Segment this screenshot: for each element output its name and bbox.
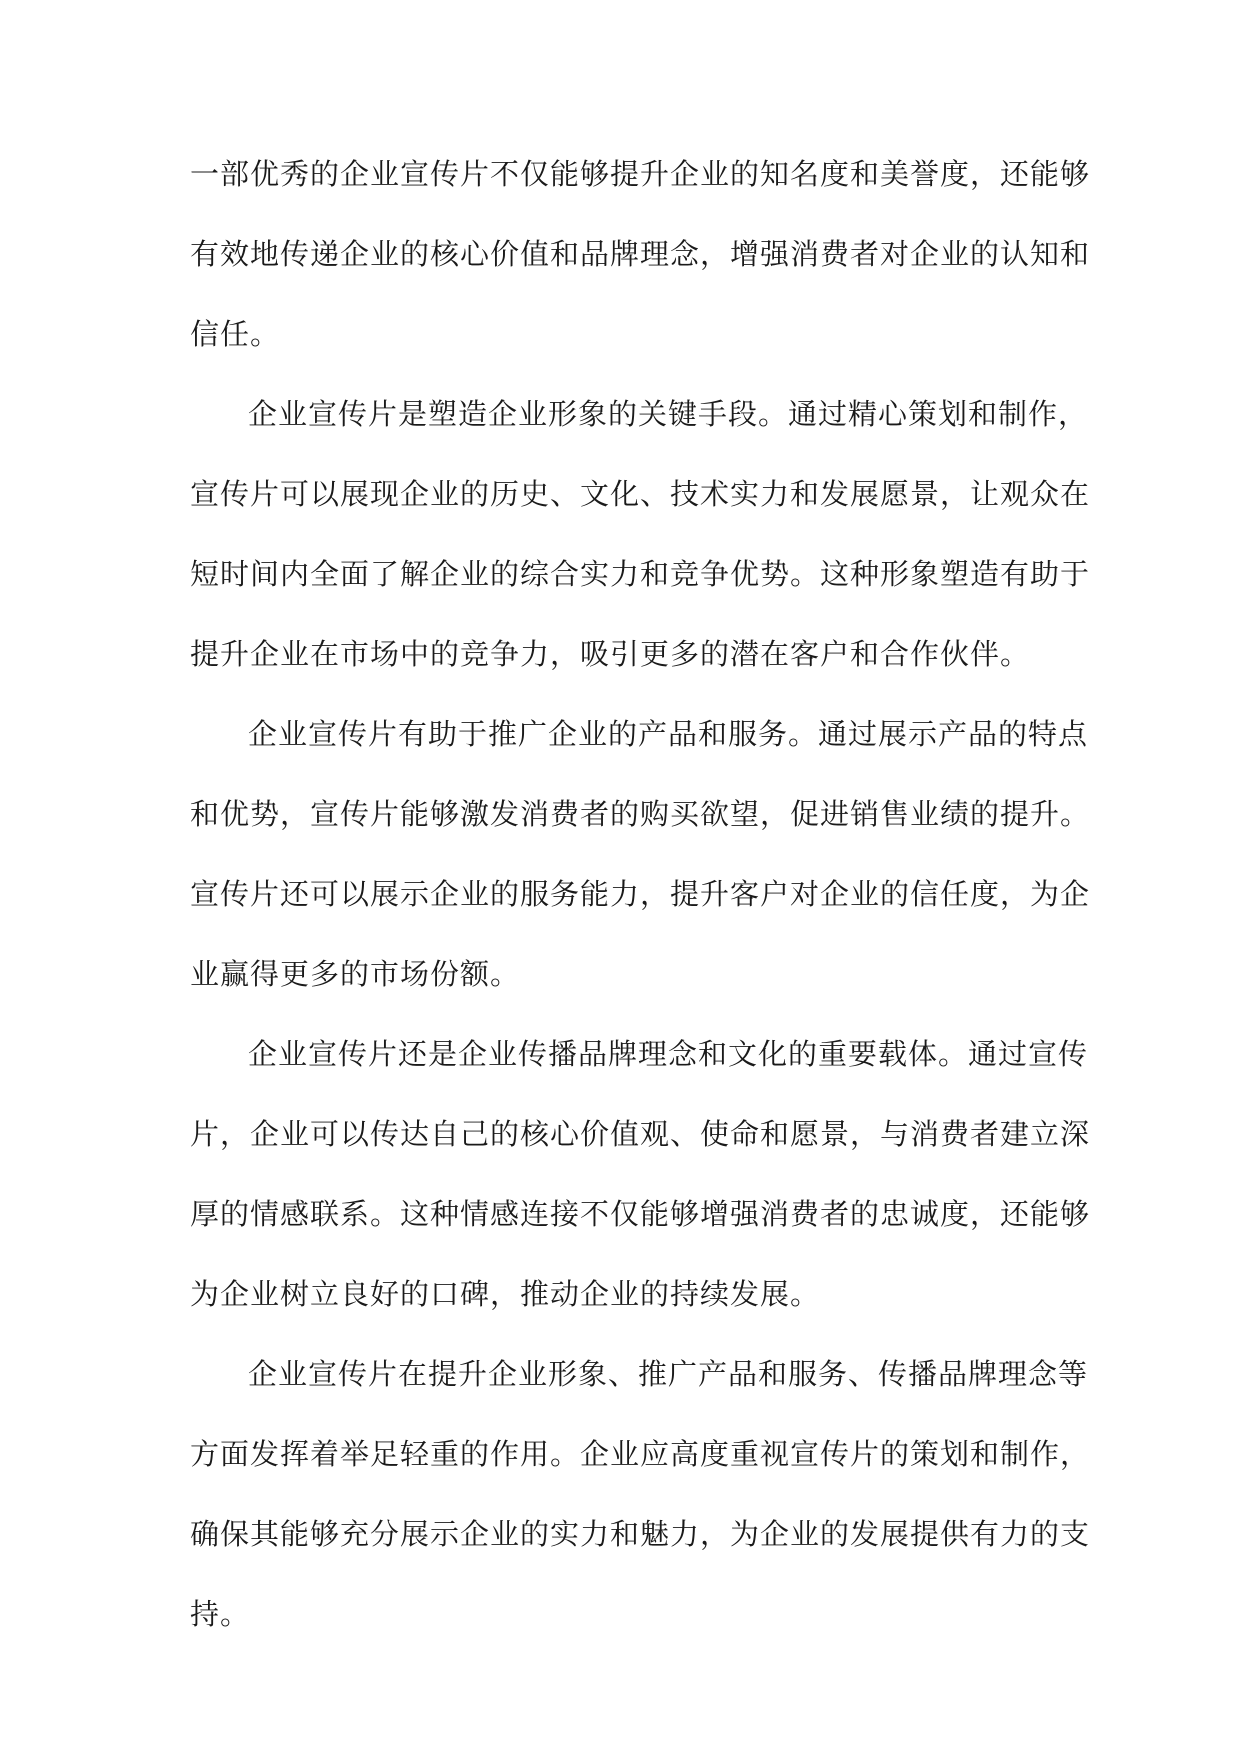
paragraph-line: 有效地传递企业的核心价值和品牌理念，增强消费者对企业的认知和 [190,237,1091,271]
paragraph-4 [190,1014,1091,1334]
document-body [190,134,1091,1654]
paragraph-line: 宣传片可以展现企业的历史、文化、技术实力和发展愿景，让观众在 [190,477,1091,511]
paragraph-line: 为企业树立良好的口碑，推动企业的持续发展。 [190,1277,821,1311]
paragraph-line: 方面发挥着举足轻重的作用。企业应高度重视宣传片的策划和制作， [190,1437,1091,1471]
paragraph-line: 企业宣传片有助于推广企业的产品和服务。通过展示产品的特点 [248,717,1089,751]
paragraph-line: 短时间内全面了解企业的综合实力和竞争优势。这种形象塑造有助于 [190,557,1091,591]
paragraph-line: 确保其能够充分展示企业的实力和魅力，为企业的发展提供有力的支 [190,1517,1091,1551]
paragraph-line: 宣传片还可以展示企业的服务能力，提升客户对企业的信任度，为企 [190,877,1091,911]
paragraph-line: 信任。 [190,317,281,351]
paragraph-line: 企业宣传片在提升企业形象、推广产品和服务、传播品牌理念等 [248,1357,1089,1391]
paragraph-line: 和优势，宣传片能够激发消费者的购买欲望，促进销售业绩的提升。 [190,797,1091,831]
paragraph-line: 业赢得更多的市场份额。 [190,957,521,991]
paragraph-3 [190,694,1091,1014]
paragraph-line: 企业宣传片是塑造企业形象的关键手段。通过精心策划和制作， [248,397,1089,431]
paragraph-line: 提升企业在市场中的竞争力，吸引更多的潜在客户和合作伙伴。 [190,637,1031,671]
paragraph-line: 厚的情感联系。这种情感连接不仅能够增强消费者的忠诚度，还能够 [190,1197,1091,1231]
paragraph-line: 持。 [190,1597,251,1631]
paragraph-line: 企业宣传片还是企业传播品牌理念和文化的重要载体。通过宣传 [248,1037,1089,1071]
paragraph-line: 片，企业可以传达自己的核心价值观、使命和愿景，与消费者建立深 [190,1117,1091,1151]
paragraph-2 [190,374,1091,694]
paragraph-1 [190,134,1091,374]
paragraph-5 [190,1334,1091,1654]
paragraph-line: 一部优秀的企业宣传片不仅能够提升企业的知名度和美誉度，还能够 [190,157,1091,191]
